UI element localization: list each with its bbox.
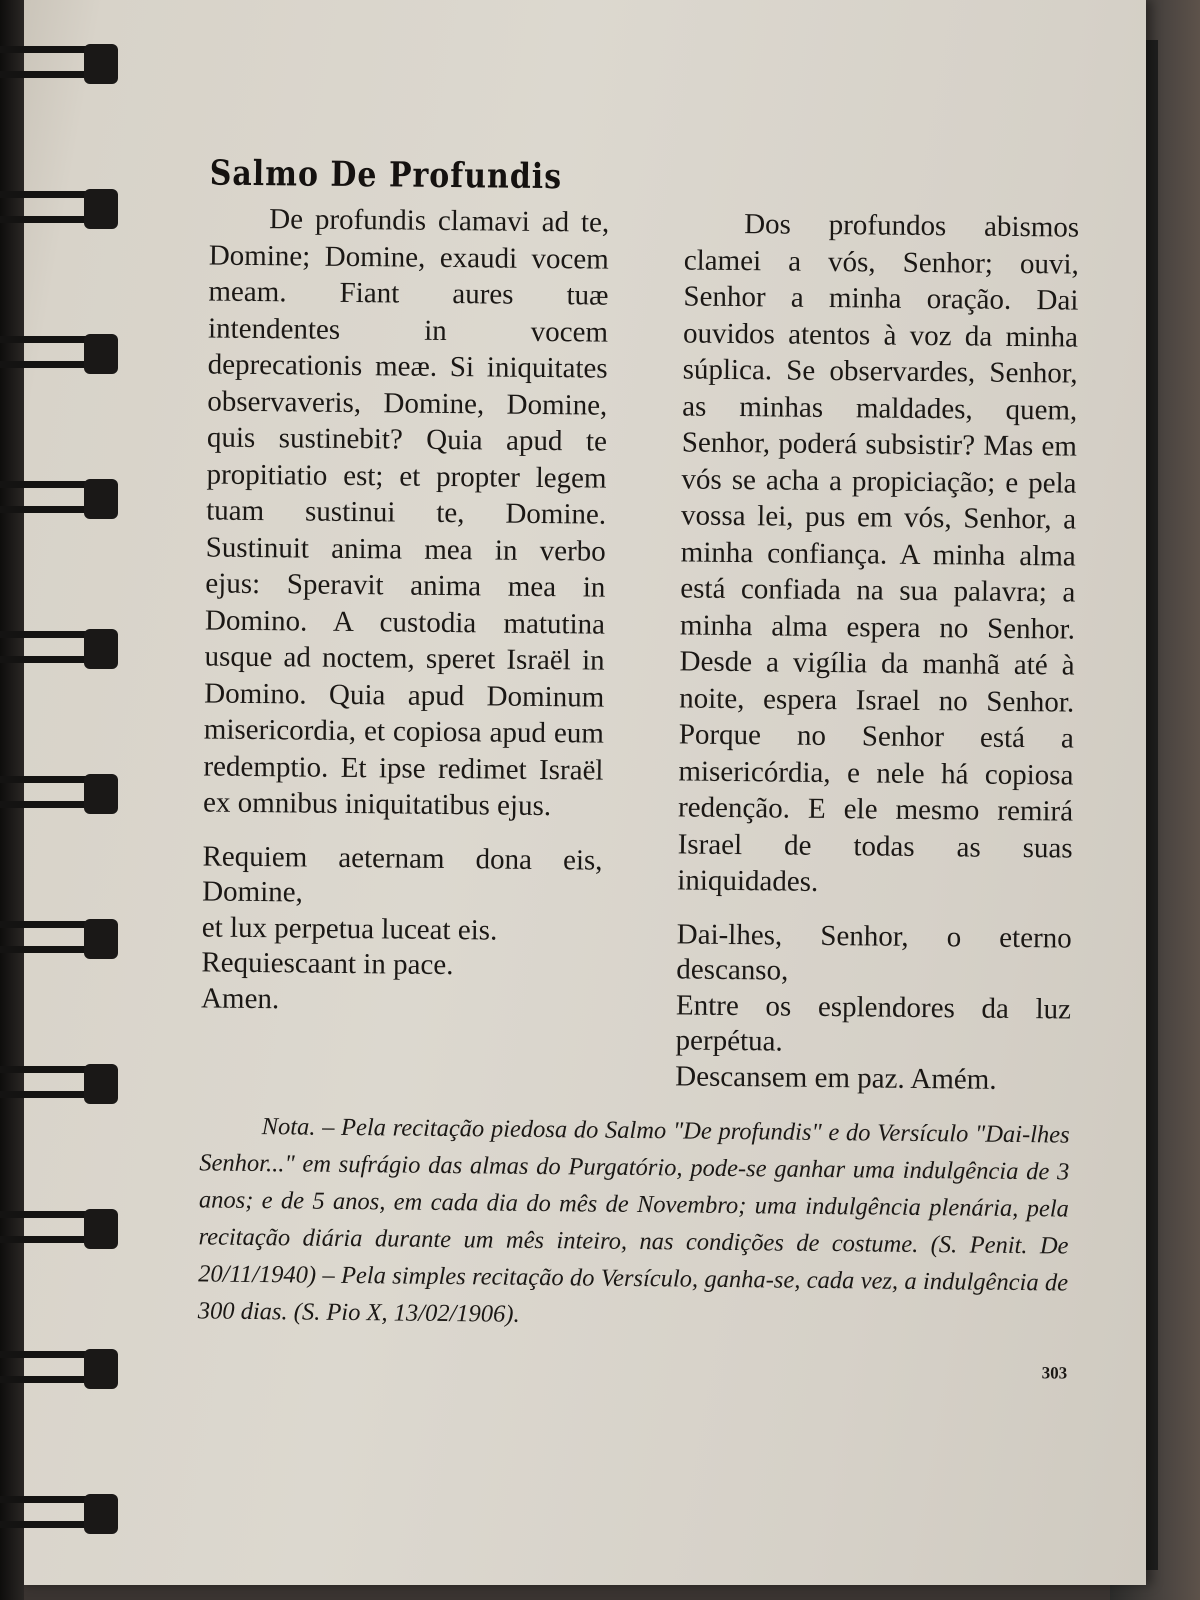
spiral-ring (0, 1490, 110, 1536)
spiral-ring (0, 330, 110, 376)
page-content (196, 145, 1080, 1484)
portuguese-psalm-text: Dos profundos abismos clamei a vós, Senhor; ouvi, Senhor a minha oração. Dai ouvidos atentos à voz da minha súplica. Se observardes, Senhor, as minhas maldades, quem, Senhor, poderá subsistir? Mas em vós se acha a propiciação; e pela vossa lei, pus em vós, Senhor, a minha confiança. A minha alma está confiada na sua palavra; a minha alma espera no Senhor. Desde a vigília da manhã até à noite, espera Israel no Senhor. Porque no Senhor está a misericórdia, e nele há copiosa redenção. E ele mesmo remirá Israel de todas as suas iniquidades. (677, 208, 1080, 898)
two-column-layout (200, 200, 1079, 1098)
spiral-ring (0, 915, 110, 961)
spiral-ring (0, 1060, 110, 1106)
book-page (18, 0, 1146, 1585)
portuguese-prayer (675, 917, 1072, 1099)
latin-prayer-line: Requiem aeternam dona eis, Domine, (202, 839, 603, 909)
latin-psalm-text: De profundis clamavi ad te, Domine; Domine, exaudi vocem meam. Fiant aures tuæ intendentes in vocem deprecationis meæ. Si iniquitates observaveris, Domine, Domine, quis sustinebit? Quia apud te propitiatio est; et propter legem tuam sustinui te, Domine. Sustinuit anima mea in verbo ejus: Speravit anima mea in Domino. A custodia matutina usque ad noctem, speret Israël in Domino. Quia apud Dominum misericordia, et copiosa apud eum redemptio. Et ipse redimet Israël ex omnibus iniquitatibus ejus. (202, 203, 610, 823)
portuguese-prayer-line: Entre os esplendores da luz perpétua. (675, 988, 1072, 1058)
latin-prayer-line: et lux perpetua luceat eis. (201, 910, 498, 947)
spiral-ring (0, 1205, 110, 1251)
indulgence-note: Nota. – Pela recitação piedosa do Salmo "De profundis" e do Versículo "Dai-lhes Senhor..." em sufrágio das almas do Purgatório, pode-se ganhar uma indulgência de 3 anos; e de 5 anos, em cada dia do mês de Novembro; uma indulgência plenária, pela recitação diária durante um mês inteiro, nas condições de costume. (S. Penit. De 20/11/1940) – Pela simples recitação do Versículo, ganha-se, cada vez, a indulgência de 300 dias. (S. Pio X, 13/02/1906). (197, 1113, 1070, 1328)
latin-prayer-line: Amen. (200, 981, 280, 1015)
spiral-ring (0, 185, 110, 231)
spiral-ring (0, 1345, 110, 1391)
spiral-ring (0, 770, 110, 816)
portuguese-column (675, 205, 1079, 1098)
spiral-ring (0, 40, 110, 86)
page-title: Salmo De Profundis (209, 153, 563, 198)
spiral-ring (0, 625, 110, 671)
latin-prayer-line: Requiescaant in pace. (201, 946, 454, 982)
portuguese-prayer-line: Dai-lhes, Senhor, o eterno descanso, (676, 917, 1072, 987)
page-number: 303 (1041, 1362, 1068, 1383)
latin-column (200, 200, 609, 1093)
portuguese-prayer-line: Descansem em paz. Amém. (675, 1059, 997, 1096)
spiral-ring (0, 475, 110, 521)
latin-prayer (201, 839, 603, 1021)
spiral-binding-icon (0, 0, 170, 1600)
